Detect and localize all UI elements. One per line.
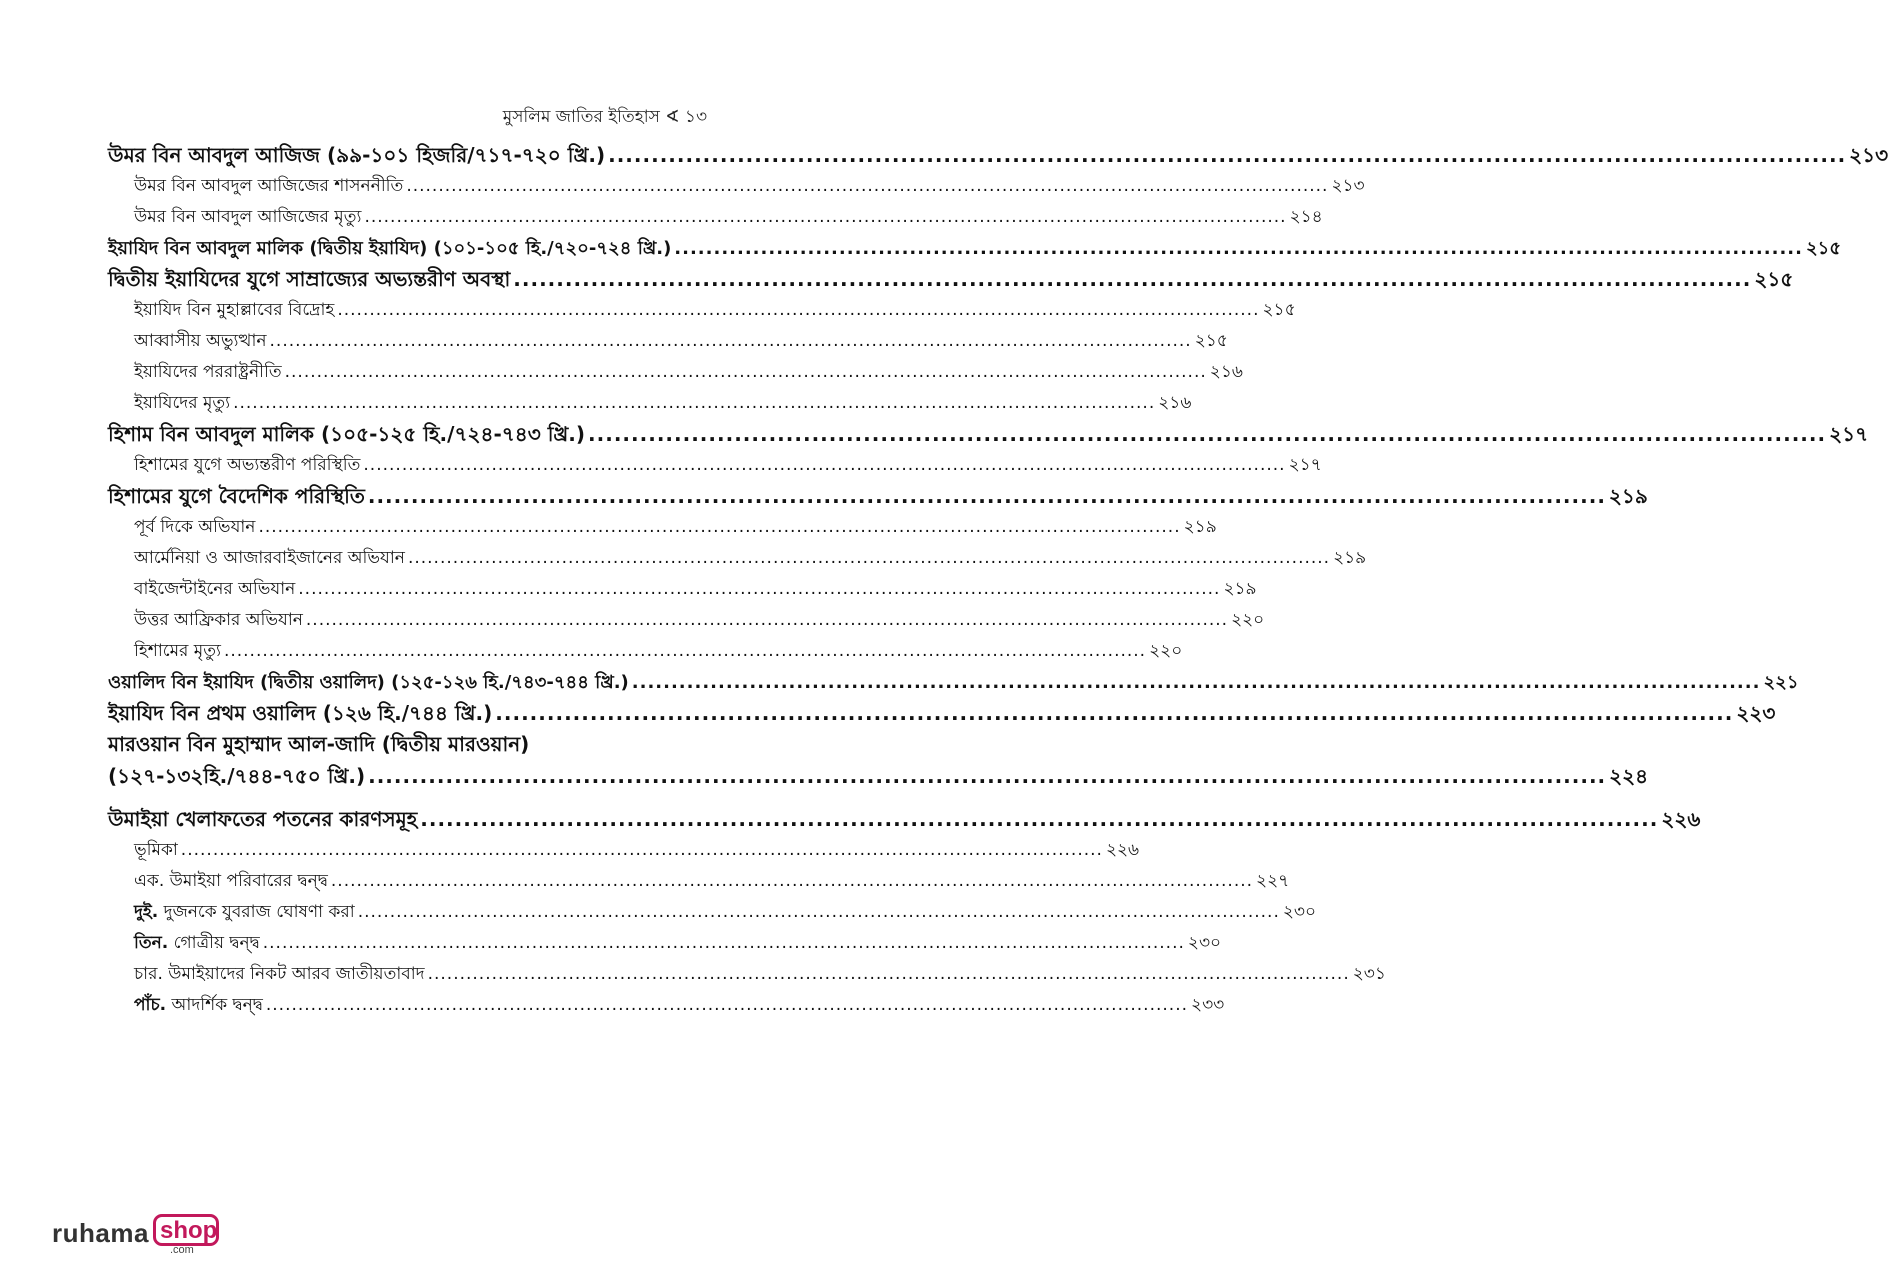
toc-entry-page: ২১৩ — [1849, 143, 1888, 167]
leader-dots — [513, 264, 1751, 295]
toc-entry-title: উমাইয়া পরিবারের দ্বন্দ্ব — [164, 871, 328, 891]
toc-entry-page: ২১৬ — [1209, 362, 1243, 382]
toc-entry[interactable] — [108, 667, 1799, 698]
toc-entry[interactable] — [108, 574, 1257, 605]
leader-dots — [285, 357, 1207, 388]
toc-entry-page: ২২৬ — [1105, 840, 1140, 860]
toc-entry-page: ২১৯ — [1183, 517, 1217, 537]
toc-entry-title: উমাইয়াদের নিকট আরব জাতীয়তাবাদ — [162, 964, 425, 984]
toc-entry-page: ২১৫ — [1194, 331, 1228, 351]
leader-dots — [298, 574, 1220, 605]
leader-dots — [406, 171, 1328, 202]
toc-entry[interactable] — [108, 357, 1243, 388]
leader-dots — [588, 419, 1826, 450]
toc-entry[interactable] — [108, 636, 1183, 667]
toc-entry[interactable] — [108, 698, 1776, 729]
leader-dots — [224, 636, 1146, 667]
toc-entry-title: আদর্শিক দ্বন্দ্ব — [166, 995, 263, 1015]
toc-entry-number: পাঁচ. — [134, 995, 167, 1015]
toc-entry[interactable] — [108, 990, 1225, 1021]
toc-entry-page: ২৩০ — [1187, 933, 1222, 953]
leader-dots — [181, 835, 1103, 866]
toc-entry-title: হিশাম বিন আবদুল মালিক (১০৫-১২৫ হি./৭২৪-৭৪৩ খ্রি.) — [108, 422, 586, 446]
toc-entry-page: ২১৯ — [1223, 579, 1257, 599]
leader-dots — [363, 450, 1285, 481]
toc-entry-page: ২১৭ — [1288, 455, 1322, 475]
toc-entry-title: আর্মেনিয়া ও আজারবাইজানের অভিযান — [134, 548, 405, 568]
logo-shop-text: shop — [160, 1217, 218, 1244]
toc-entry-page: ২১৫ — [1262, 300, 1296, 320]
leader-dots — [233, 388, 1155, 419]
toc-entry[interactable] — [108, 202, 1323, 233]
toc-entry-title: ভূমিকা — [134, 840, 178, 860]
toc-entry[interactable] — [108, 171, 1365, 202]
toc-entry-number: চার. — [134, 964, 163, 984]
toc-entry-title: ইয়াযিদের পররাষ্ট্রনীতি — [134, 362, 282, 382]
toc-entry-page: ২২৪ — [1609, 764, 1649, 788]
toc-entry-title: ইয়াযিদ বিন আবদুল মালিক (দ্বিতীয় ইয়াযিদ) (১০১-১০৫ হি./৭২০-৭২৪ খ্রি.) — [108, 238, 672, 259]
leader-dots — [337, 295, 1259, 326]
toc-entry-title: ইয়াযিদ বিন মুহাল্লাবের বিদ্রোহ — [134, 300, 335, 320]
table-of-contents — [108, 140, 1888, 1021]
toc-entry-page: ২২৬ — [1661, 807, 1701, 831]
leader-dots — [495, 698, 1733, 729]
toc-entry-title: পূর্ব দিকে অভিযান — [134, 517, 256, 537]
leader-dots — [420, 804, 1658, 835]
toc-entry-title: হিশামের যুগে বৈদেশিক পরিস্থিতি — [108, 484, 365, 508]
toc-entry[interactable] — [108, 419, 1869, 450]
logo-wordmark: ruhama — [52, 1218, 149, 1248]
toc-entry[interactable] — [108, 959, 1386, 990]
toc-entry[interactable] — [108, 140, 1888, 171]
toc-entry-page: ২৩১ — [1352, 964, 1386, 984]
toc-entry[interactable] — [108, 804, 1701, 835]
leader-dots — [428, 959, 1350, 990]
leader-dots — [674, 233, 1803, 264]
toc-entry-title: উমর বিন আবদুল আজিজের শাসননীতি — [134, 176, 404, 196]
leader-dots — [408, 543, 1330, 574]
toc-entry-title: উমর বিন আবদুল আজিজ (৯৯-১০১ হিজরি/৭১৭-৭২০ খ্রি.) — [108, 143, 606, 167]
toc-entry[interactable] — [108, 326, 1228, 357]
toc-entry-title-wrapper — [134, 990, 263, 1021]
toc-entry-page: ২১৭ — [1829, 422, 1869, 446]
toc-entry[interactable] — [108, 295, 1296, 326]
toc-entry-continued[interactable] — [108, 761, 1649, 792]
toc-entry-title: বাইজেন্টাইনের অভিযান — [134, 579, 296, 599]
leader-dots — [632, 667, 1761, 698]
toc-entry-title: ওয়ালিদ বিন ইয়াযিদ (দ্বিতীয় ওয়ালিদ) (১২৫-১২৬ হি./৭৪৩-৭৪৪ খ্রি.) — [108, 672, 629, 693]
toc-entry[interactable] — [108, 897, 1317, 928]
toc-entry-title: ইয়াযিদ বিন প্রথম ওয়ালিদ (১২৬ হি./৭৪৪ খ্রি.) — [108, 701, 493, 725]
toc-entry-title: ইয়াযিদের মৃত্যু — [134, 393, 231, 413]
toc-entry-title: মারওয়ান বিন মুহাম্মাদ আল-জাদি (দ্বিতীয় মারওয়ান) — [108, 732, 530, 756]
leader-dots — [608, 140, 1846, 171]
leader-dots — [331, 866, 1253, 897]
running-header: মুসলিম জাতির ইতিহাস ∢ ১৩ — [502, 107, 707, 127]
toc-entry-page: ২২৭ — [1256, 871, 1290, 891]
toc-entry-title: হিশামের যুগে অভ্যন্তরীণ পরিস্থিতি — [134, 455, 361, 475]
toc-entry-page: ২৩৩ — [1191, 995, 1225, 1015]
leader-dots — [364, 202, 1286, 233]
toc-entry-title-wrapper — [134, 928, 260, 959]
toc-entry[interactable] — [108, 450, 1322, 481]
toc-entry-page: ২২১ — [1763, 672, 1799, 693]
toc-entry-page: ২৩০ — [1282, 902, 1317, 922]
toc-entry-page: ২১৪ — [1289, 207, 1323, 227]
toc-entry-title: (১২৭-১৩২হি./৭৪৪-৭৫০ খ্রি.) — [108, 764, 366, 788]
toc-entry-page: ২১৯ — [1333, 548, 1367, 568]
toc-entry-title: দ্বিতীয় ইয়াযিদের যুগে সাম্রাজ্যের অভ্যন্তরীণ অবস্থা — [108, 267, 511, 291]
toc-entry-page: ২২০ — [1231, 610, 1265, 630]
toc-entry-title: দুজনকে যুবরাজ ঘোষণা করা — [158, 902, 355, 922]
toc-entry-page: ২২০ — [1149, 641, 1183, 661]
toc-entry-number: দুই. — [134, 902, 159, 922]
ruhama-shop-logo — [52, 1214, 232, 1258]
toc-entry-title-wrapper — [134, 897, 355, 928]
toc-entry[interactable] — [108, 835, 1140, 866]
toc-entry-title: গোত্রীয় দ্বন্দ্ব — [168, 933, 260, 953]
toc-entry[interactable] — [108, 729, 708, 761]
toc-entry-page: ২১৫ — [1754, 267, 1794, 291]
leader-dots — [258, 512, 1180, 543]
toc-entry-page: ২২৩ — [1736, 701, 1776, 725]
toc-entry-page: ২১৫ — [1805, 238, 1842, 259]
toc-entry[interactable] — [108, 512, 1217, 543]
logo-shop-badge — [153, 1214, 219, 1246]
toc-entry[interactable] — [108, 866, 1290, 897]
leader-dots — [306, 605, 1228, 636]
toc-entry-title: উত্তর আফ্রিকার অভিযান — [134, 610, 303, 630]
toc-entry[interactable] — [108, 388, 1192, 419]
leader-dots — [266, 990, 1188, 1021]
toc-entry-title: উমাইয়া খেলাফতের পতনের কারণসমূহ — [108, 807, 418, 831]
leader-dots — [368, 481, 1606, 512]
leader-dots — [358, 897, 1280, 928]
toc-entry[interactable] — [108, 605, 1265, 636]
toc-entry-number: এক. — [134, 871, 165, 891]
toc-entry[interactable] — [108, 543, 1367, 574]
toc-entry-title: আব্বাসীয় অভ্যুত্থান — [134, 331, 267, 351]
toc-entry-title: উমর বিন আবদুল আজিজের মৃত্যু — [134, 207, 362, 227]
toc-entry[interactable] — [108, 481, 1648, 512]
toc-entry[interactable] — [108, 264, 1794, 295]
toc-entry-title-wrapper — [134, 866, 328, 897]
toc-entry-title-wrapper — [134, 959, 425, 990]
toc-entry[interactable] — [108, 233, 1842, 264]
toc-entry-page: ২১৩ — [1331, 176, 1365, 196]
logo-domain: .com — [170, 1244, 194, 1256]
toc-entry-page: ২১৯ — [1608, 484, 1648, 508]
toc-entry[interactable] — [108, 928, 1222, 959]
leader-dots — [368, 761, 1606, 792]
leader-dots — [263, 928, 1185, 959]
toc-entry-number: তিন. — [134, 933, 169, 953]
toc-entry-title: হিশামের মৃত্যু — [134, 641, 221, 661]
leader-dots — [270, 326, 1192, 357]
toc-entry-page: ২১৬ — [1158, 393, 1192, 413]
